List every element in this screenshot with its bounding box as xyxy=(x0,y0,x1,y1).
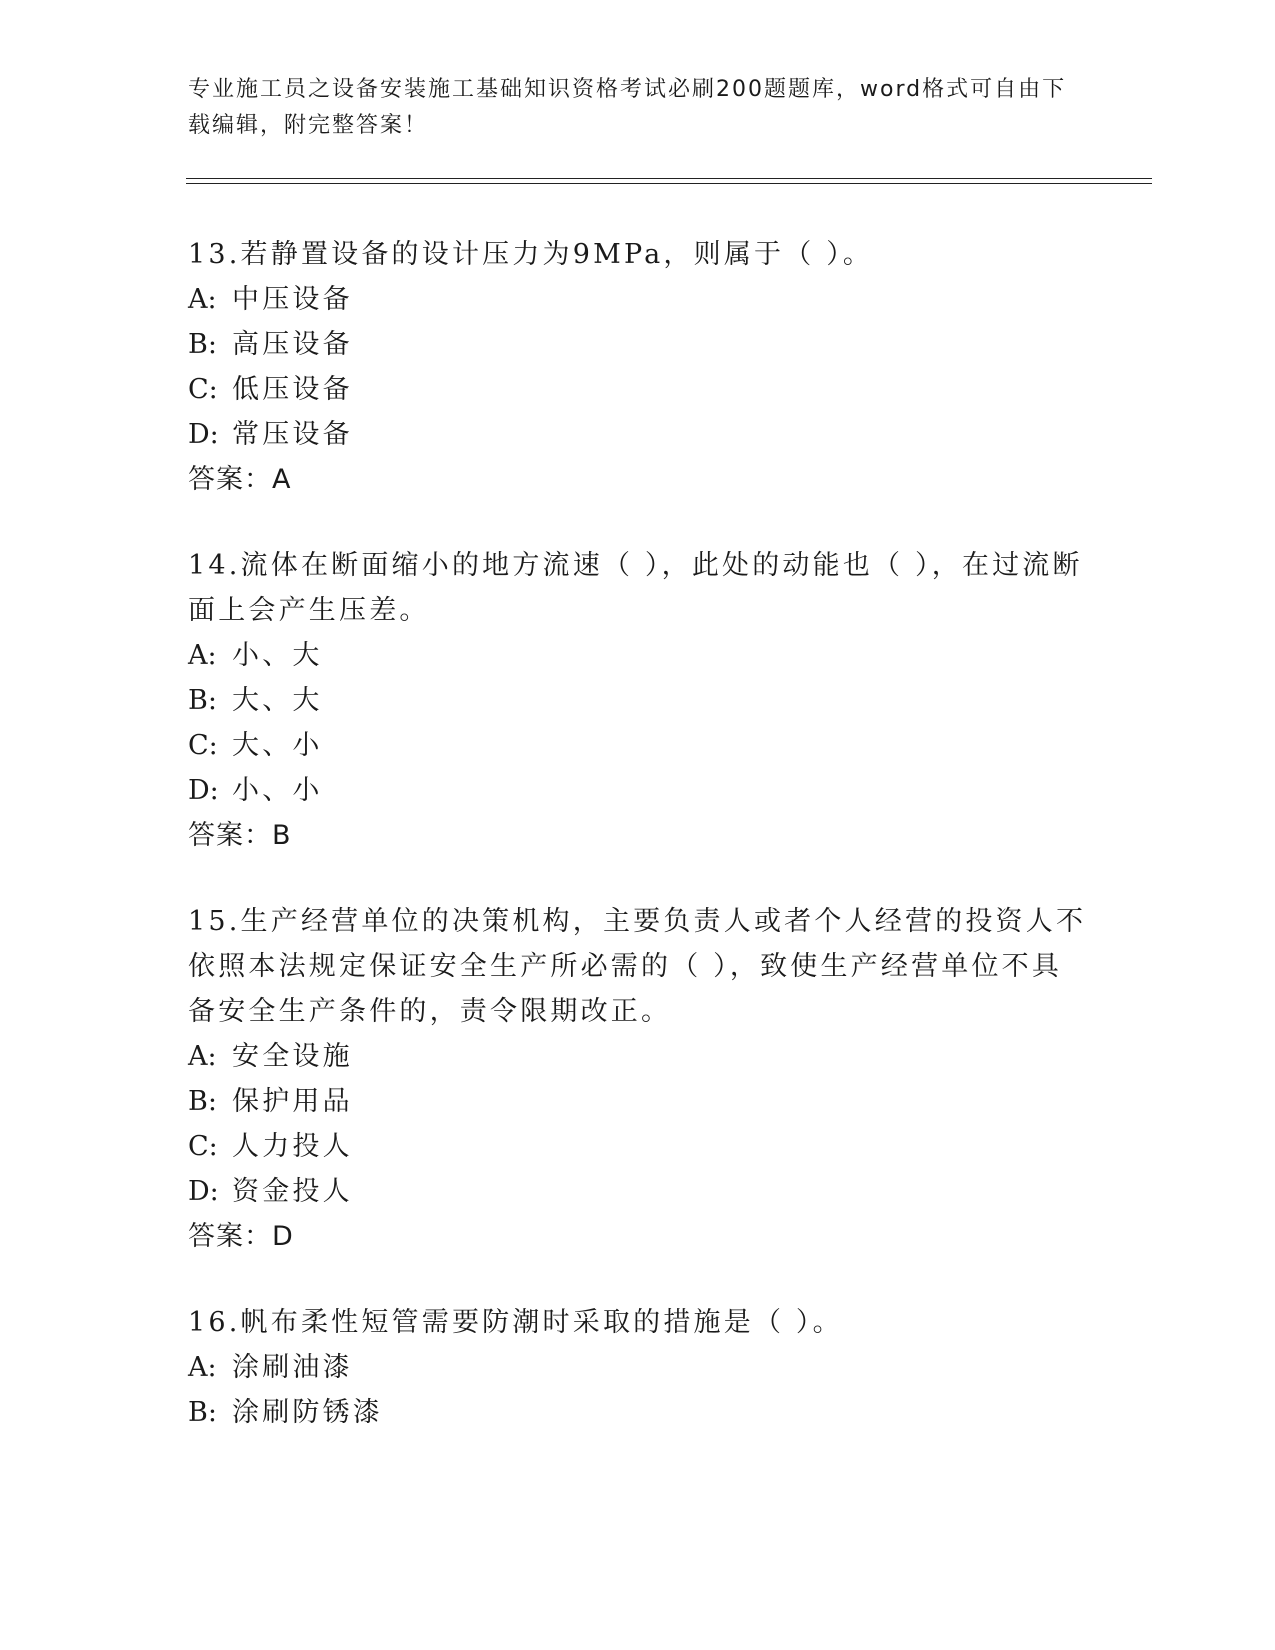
header-divider-bottom xyxy=(186,183,1152,184)
option-d xyxy=(188,1169,1088,1214)
option-letter: A: xyxy=(188,284,217,315)
option-letter: D: xyxy=(188,1176,219,1207)
option-letter: B: xyxy=(188,685,217,716)
option-a xyxy=(188,277,1088,322)
option-c xyxy=(188,1124,1088,1169)
header-divider-top xyxy=(186,178,1152,179)
option-d xyxy=(188,768,1088,813)
question-number: 13. xyxy=(188,239,241,270)
answer-line: 答案：D xyxy=(188,1221,294,1252)
question-stem: 帆布柔性短管需要防潮时采取的措施是（ ）。 xyxy=(240,1307,843,1338)
option-text: 大、小 xyxy=(232,730,323,761)
question-stem: 流体在断面缩小的地方流速（ ），此处的动能也（ ），在过流断面上会产生压差。 xyxy=(188,550,1083,626)
option-text: 保护用品 xyxy=(232,1086,353,1117)
answer-line: 答案：A xyxy=(188,464,292,495)
option-letter: D: xyxy=(188,419,219,450)
question-stem: 生产经营单位的决策机构，主要负责人或者个人经营的投资人不依照本法规定保证安全生产所必需的（ ），致使生产经营单位不具备安全生产条件的，责令限期改正。 xyxy=(188,906,1087,1027)
option-b xyxy=(188,678,1088,723)
option-letter: C: xyxy=(188,374,218,405)
option-text: 小、小 xyxy=(232,775,323,806)
option-letter: A: xyxy=(188,1352,217,1383)
document-header: 专业施工员之设备安装施工基础知识资格考试必刷200题题库，word格式可自由下载编辑，附完整答案！ xyxy=(188,77,1067,138)
option-c xyxy=(188,723,1088,768)
question-number: 15. xyxy=(188,906,241,937)
option-d xyxy=(188,412,1088,457)
question-text xyxy=(188,899,1088,1034)
option-text: 小、大 xyxy=(232,640,323,671)
option-letter: C: xyxy=(188,730,218,761)
option-letter: B: xyxy=(188,1397,217,1428)
question-text xyxy=(188,543,1088,633)
question-list xyxy=(188,232,1088,1476)
option-text: 低压设备 xyxy=(232,374,353,405)
option-text: 高压设备 xyxy=(232,329,353,360)
question-stem: 若静置设备的设计压力为9MPa，则属于（ ）。 xyxy=(240,239,874,270)
question-15 xyxy=(188,899,1088,1259)
option-text: 常压设备 xyxy=(232,419,353,450)
option-text: 涂刷油漆 xyxy=(232,1352,353,1383)
option-letter: A: xyxy=(188,640,217,671)
option-text: 资金投人 xyxy=(232,1176,353,1207)
question-13 xyxy=(188,232,1088,502)
question-16 xyxy=(188,1300,1088,1435)
option-letter: C: xyxy=(188,1131,218,1162)
answer-line: 答案：B xyxy=(188,820,292,851)
option-b xyxy=(188,1079,1088,1124)
option-letter: B: xyxy=(188,1086,217,1117)
option-a xyxy=(188,1034,1088,1079)
question-14 xyxy=(188,543,1088,858)
question-text xyxy=(188,1300,1088,1345)
option-a xyxy=(188,1345,1088,1390)
option-text: 大、大 xyxy=(232,685,323,716)
question-text xyxy=(188,232,1088,277)
option-text: 涂刷防锈漆 xyxy=(232,1397,383,1428)
option-letter: A: xyxy=(188,1041,217,1072)
option-text: 人力投人 xyxy=(232,1131,353,1162)
option-letter: B: xyxy=(188,329,217,360)
question-number: 14. xyxy=(188,550,241,581)
option-a xyxy=(188,633,1088,678)
option-letter: D: xyxy=(188,775,219,806)
option-b xyxy=(188,322,1088,367)
option-text: 安全设施 xyxy=(232,1041,353,1072)
option-c xyxy=(188,367,1088,412)
option-b xyxy=(188,1390,1088,1435)
option-text: 中压设备 xyxy=(232,284,353,315)
question-number: 16. xyxy=(188,1307,241,1338)
